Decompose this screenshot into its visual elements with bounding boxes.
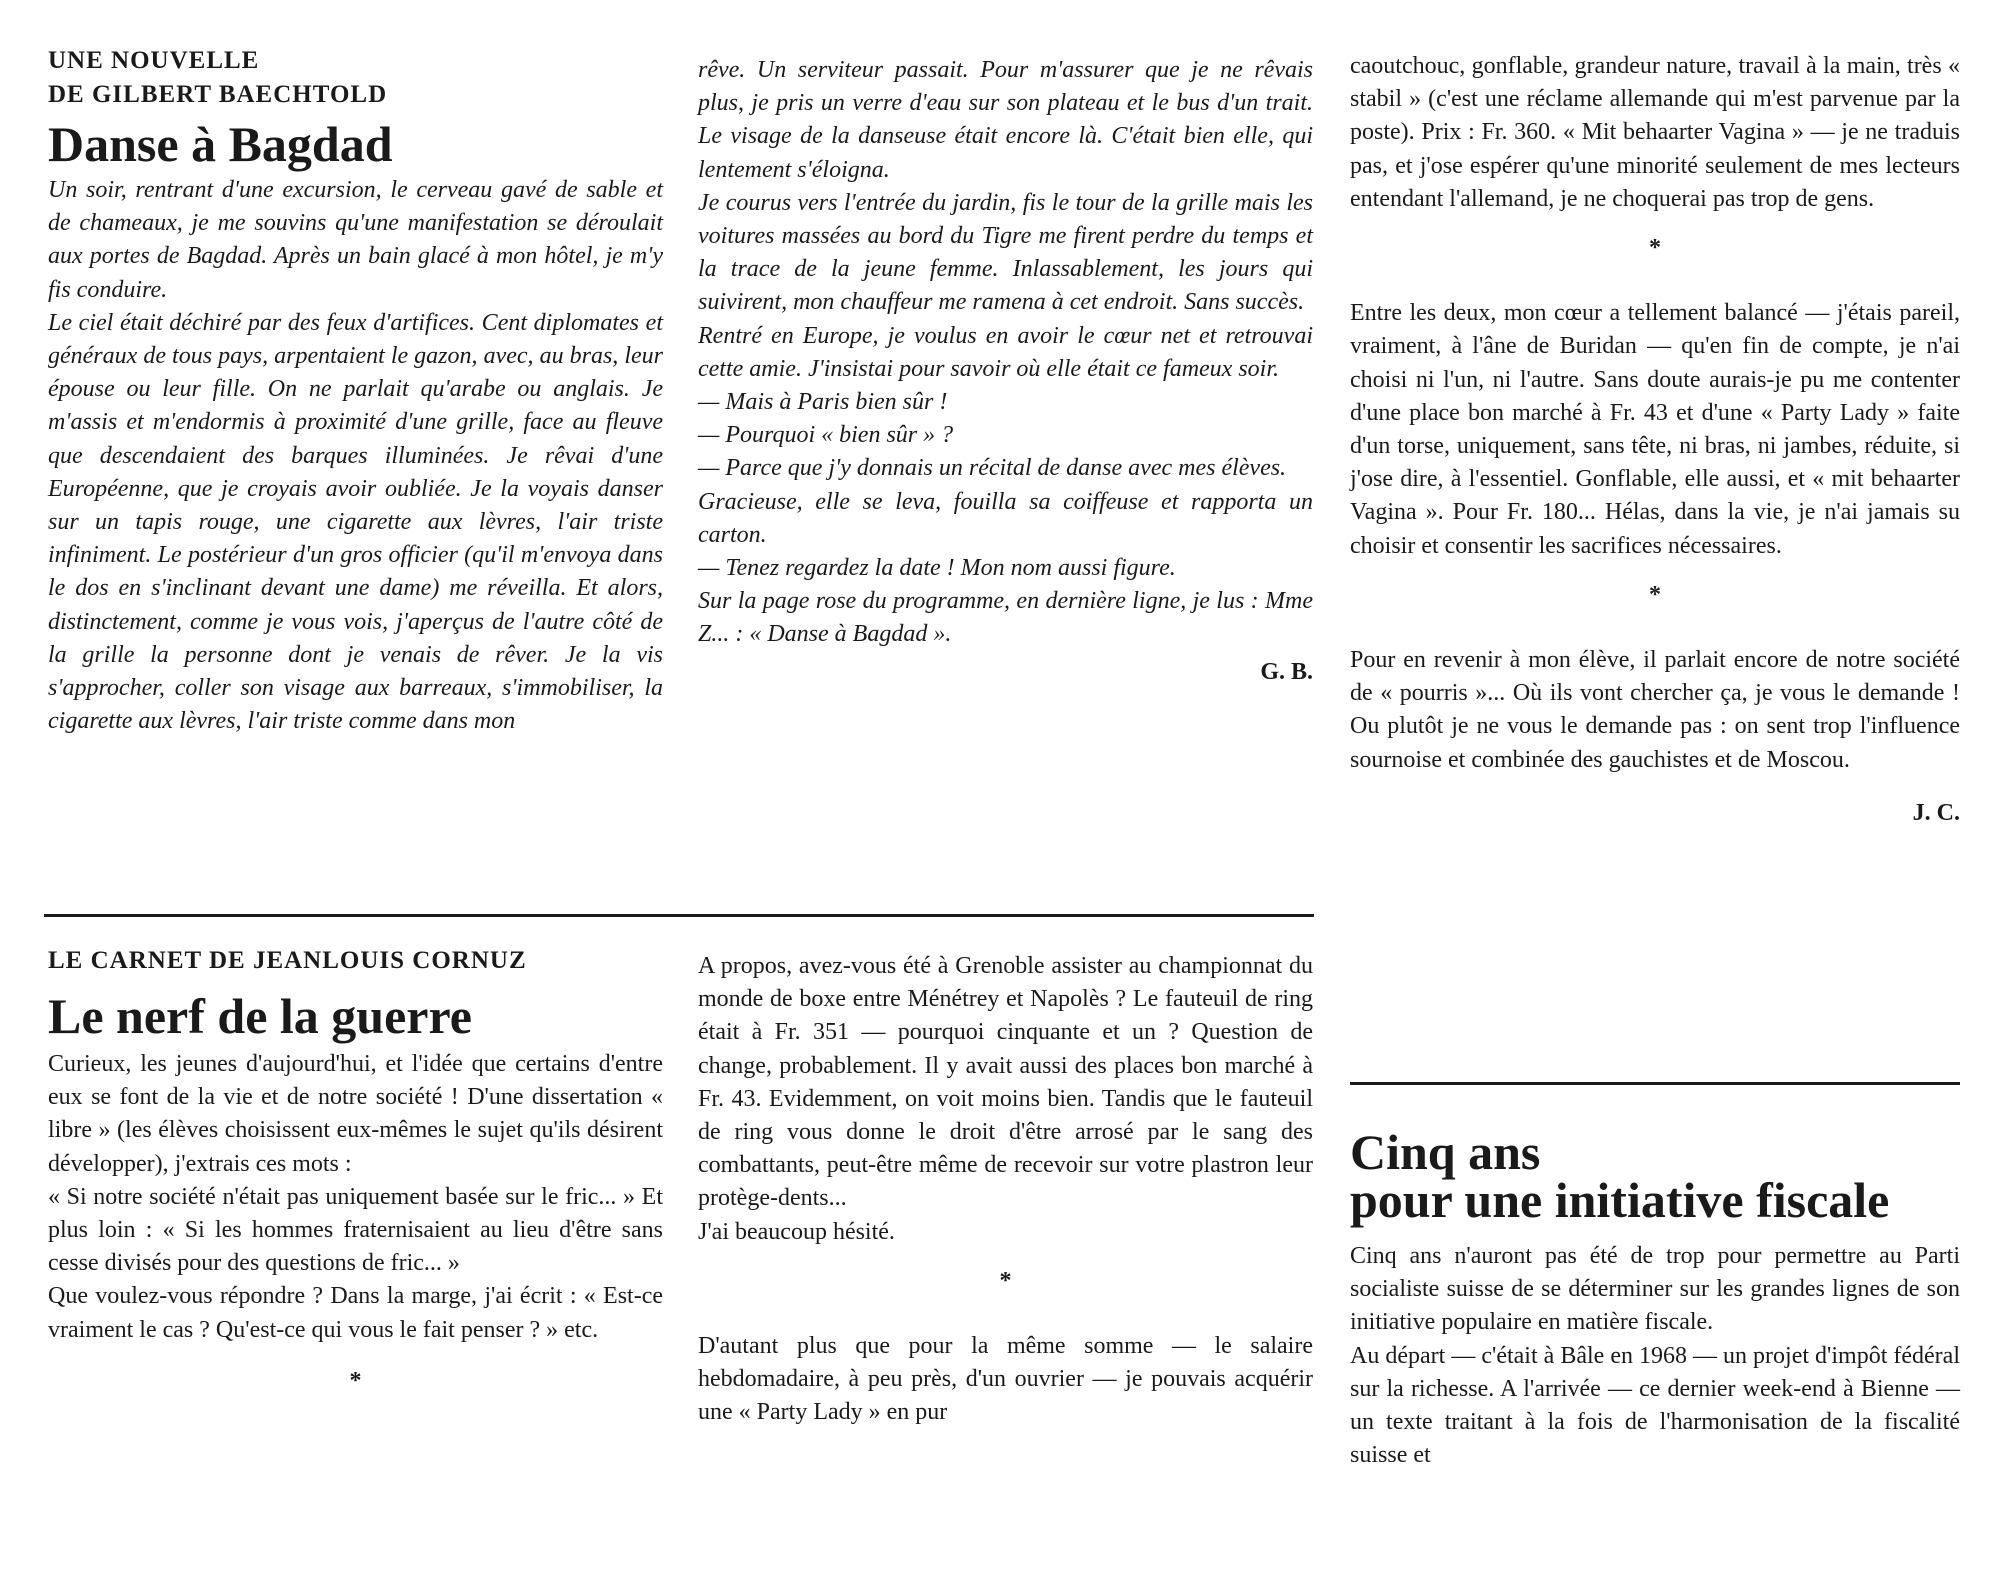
story3-title-line1: Cinq ans [1350, 1124, 1541, 1180]
story1-title: Danse à Bagdad [48, 116, 393, 172]
story1-column-2 [698, 54, 1313, 689]
story2-column-3 [1350, 50, 1960, 830]
paragraph: Que voulez-vous répondre ? Dans la marge, j'ai écrit : « Est-ce vraiment le cas ? Qu'est-ce qui vous le fait penser ? » etc. [48, 1283, 663, 1343]
story2-column-1 [48, 944, 663, 1398]
paragraph: Entre les deux, mon cœur a tellement balancé — j'étais pareil, vraiment, à l'âne de Buridan — qu'en fin de compte, je n'ai choisi ni l'un, ni l'autre. Sans doute aurais-je pu me contenter d'une place bon marché à Fr. 43 et d'une « Party Lady » faite d'un torse, uniquement, sans tête, ni bras, ni jambes, réduite, si j'ose dire, à l'essentiel. Gonflable, elle aussi, et « mit behaarter Vagina ». Pour Fr. 180... Hélas, dans la vie, je n'ai jamais su choisir et consentir les sacrifices nécessaires. [1350, 300, 1960, 559]
paragraph: Pour en revenir à mon élève, il parlait encore de notre société de « pourris »... Où ils vont chercher ça, je vous le demande ! Ou plutôt je ne vous le demande pas : on sent trop l'influence sournoise et combinée des gauchistes et de Moscou. [1350, 647, 1960, 773]
paragraph: Sur la page rose du programme, en dernière ligne, je lus : Mme Z... : « Danse à Bagdad ». [698, 588, 1313, 648]
story1-column-1 [48, 44, 663, 738]
quote-paragraph: « Si notre société n'était pas uniquement basée sur le fric... » Et plus loin : « Si les hommes fraternisaient au lieu d'être sans cesse divisés pour des questions de fric... » [48, 1183, 663, 1277]
story3-column [1350, 1124, 1960, 1472]
section-separator: * [999, 1267, 1012, 1294]
paragraph: J'ai beaucoup hésité. [698, 1218, 895, 1245]
paragraph: Gracieuse, elle se leva, fouilla sa coiffeuse et rapporta un carton. [698, 488, 1313, 548]
paragraph: rêve. Un serviteur passait. Pour m'assurer que je ne rêvais plus, je pris un verre d'eau sur son plateau et le bus d'un trait. Le visage de la danseuse était encore là. C'était bien elle, qui lentement s'éloigna. [698, 57, 1313, 183]
story2-title: Le nerf de la guerre [48, 988, 472, 1044]
story1-kicker-line1: UNE NOUVELLE [48, 47, 260, 74]
story1-kicker-line2: DE GILBERT BAECHTOLD [48, 81, 388, 108]
paragraph: Rentré en Europe, je voulus en avoir le cœur net et retrouvai cette amie. J'insistai pour savoir où elle était ce fameux soir. [698, 322, 1313, 382]
paragraph: Curieux, les jeunes d'aujourd'hui, et l'idée que certains d'entre eux se font de la vie et de notre société ! D'une dissertation « libre » (les élèves choisissent eux-mêmes le sujet qu'ils désirent développer), j'extrais ces mots : [48, 1051, 663, 1177]
story3-title-line2: pour une initiative fiscale [1350, 1172, 1890, 1228]
dialogue-line: — Parce que j'y donnais un récital de danse avec mes élèves. [698, 455, 1287, 482]
paragraph: D'autant plus que pour la même somme — le salaire hebdomadaire, à peu près, d'un ouvrier — je pouvais acquérir une « Party Lady » en pur [698, 1333, 1313, 1426]
dialogue-line: — Tenez regardez la date ! Mon nom aussi figure. [698, 555, 1176, 582]
paragraph: Cinq ans n'auront pas été de trop pour permettre au Parti socialiste suisse de se déterminer sur les grandes lignes de son initiative populaire en matière fiscale. [1350, 1243, 1960, 1336]
section-separator: * [349, 1367, 362, 1394]
paragraph: Je courus vers l'entrée du jardin, fis le tour de la grille mais les voitures massées au bord du Tigre me firent perdre du temps et la trace de la jeune femme. Inlassablement, les jours qui suivirent, mon chauffeur me ramena à cet endroit. Sans succès. [698, 189, 1313, 316]
story1-signature: G. B. [1260, 658, 1313, 685]
story2-kicker: LE CARNET DE JEANLOUIS CORNUZ [48, 947, 527, 974]
story2-signature: J. C. [1912, 799, 1960, 826]
paragraph: Au départ — c'était à Bâle en 1968 — un projet d'impôt fédéral sur la richesse. A l'arrivée — ce dernier week-end à Bienne — un texte traitant à la fois de l'harmonisation de la fiscalité suisse et [1350, 1342, 1960, 1469]
dialogue-line: — Pourquoi « bien sûr » ? [698, 422, 954, 449]
dialogue-line: — Mais à Paris bien sûr ! [698, 389, 948, 416]
section-separator: * [1649, 235, 1661, 262]
paragraph: A propos, avez-vous été à Grenoble assister au championnat du monde de boxe entre Ménétrey et Napolès ? Le fauteuil de ring était à Fr. 351 — pourquoi cinquante et un ? Question de change, probablement. Il y avait aussi des places bon marché à Fr. 43. Evidemment, on voit moins bien. Tandis que le fauteuil de ring vous donne le droit d'être arrosé par le sang des combattants, peut-être même de recevoir sur votre plastron leur protège-dents... [698, 953, 1313, 1212]
story2-column-2 [698, 950, 1313, 1430]
section-divider [1350, 1082, 1960, 1085]
section-separator: * [1649, 581, 1661, 608]
story1-col1-body [48, 174, 663, 738]
paragraph: Un soir, rentrant d'une excursion, le cerveau gavé de sable et de chameaux, je me souvins qu'une manifestation se déroulait aux portes de Bagdad. Après un bain glacé à mon hôtel, je m'y fis conduire. [48, 177, 663, 303]
section-divider [44, 914, 1314, 917]
paragraph: Le ciel était déchiré par des feux d'artifices. Cent diplomates et généraux de tous pays, arpentaient le gazon, avec, au bras, leur épouse ou leur fille. On ne parlait qu'arabe ou anglais. Je m'assis et m'endormis à proximité d'une grille, face au fleuve que descendaient des barques illuminées. Je rêvai d'une Européenne, que je croyais avoir oubliée. Je la voyais danser sur un tapis rouge, une cigarette aux lèvres, l'air triste infiniment. Le postérieur d'un gros officier (qu'il m'envoya dans le dos en s'inclinant devant une dame) me réveilla. Et alors, distinctement, comme je vous vois, j'aperçus de l'autre côté de la grille la personne dont je venais de rêver. Je la vis s'approcher, coller son visage aux barreaux, s'immobiliser, la cigarette aux lèvres, l'air triste comme dans mon [48, 309, 663, 735]
paragraph: caoutchouc, gonflable, grandeur nature, travail à la main, très « stabil » (c'est une réclame allemande qui m'est parvenue par la poste). Prix : Fr. 360. « Mit behaarter Vagina » — je ne traduis pas, et j'ose espérer qu'une minorité seulement de mes lecteurs entendant l'allemand, je ne choquerai pas trop de gens. [1350, 53, 1960, 212]
